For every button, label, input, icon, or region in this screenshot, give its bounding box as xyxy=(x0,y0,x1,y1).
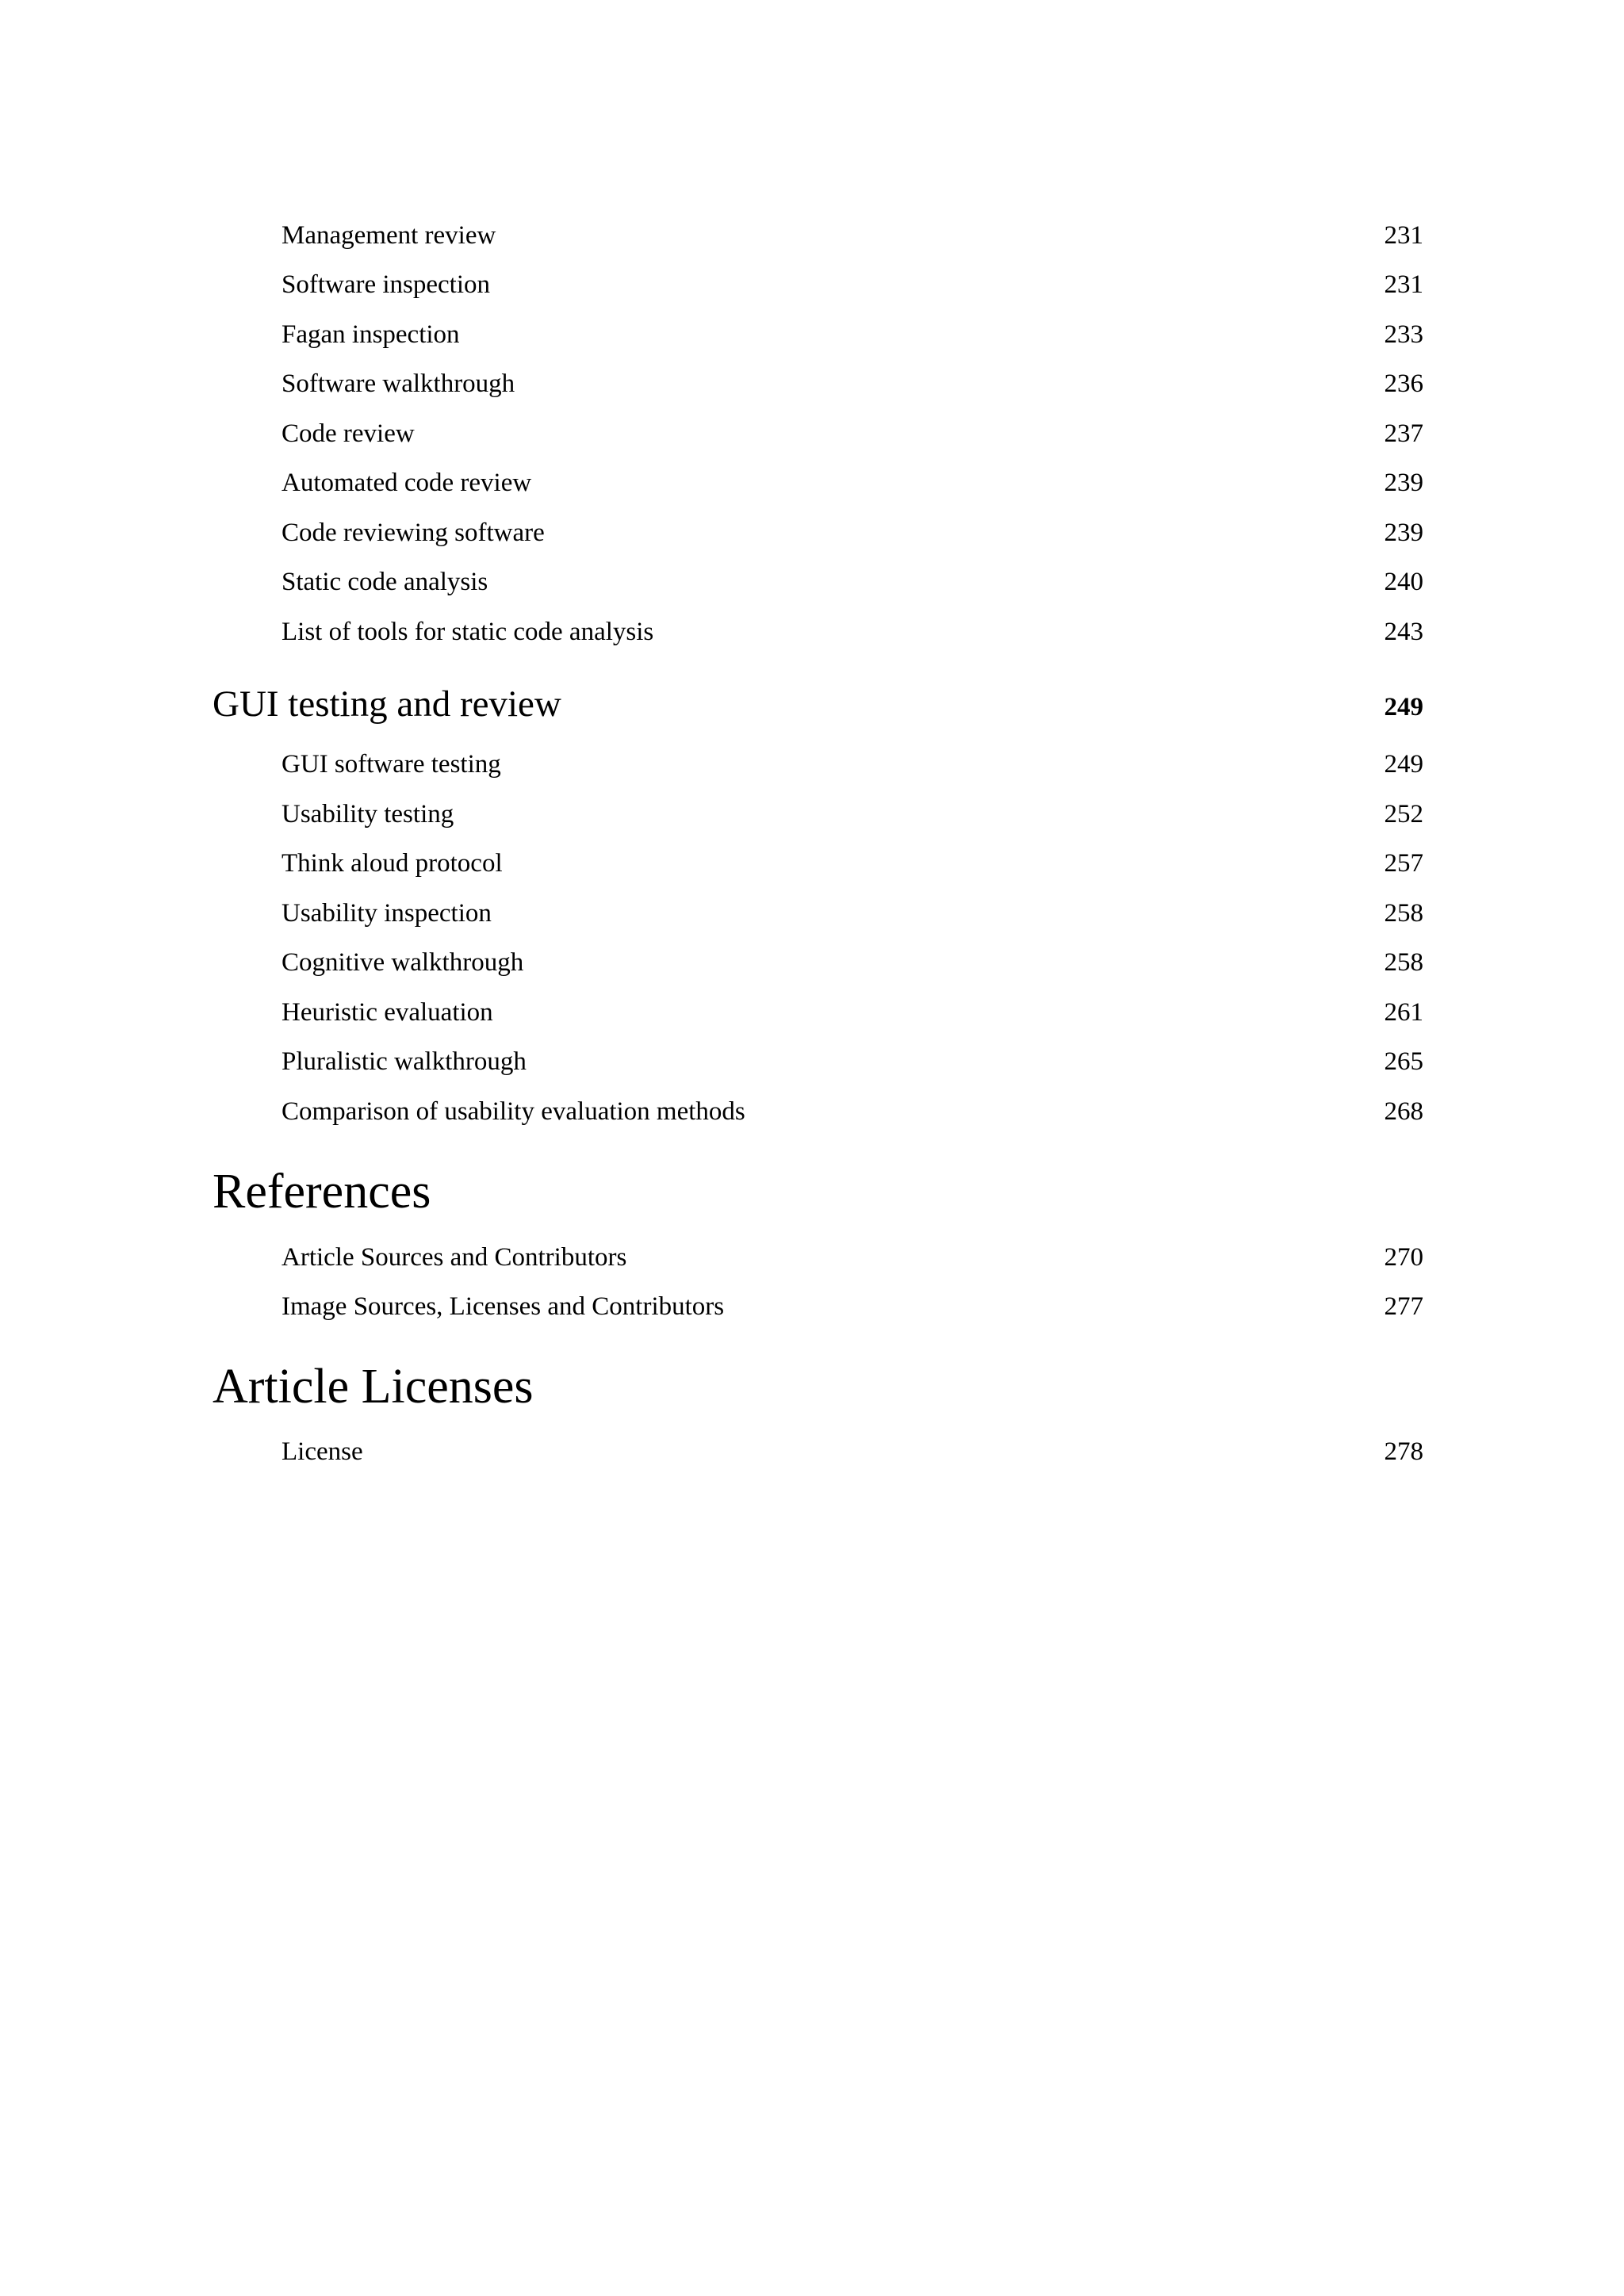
toc-entry-title: List of tools for static code analysis xyxy=(282,618,654,646)
toc-section-title: Article Licenses xyxy=(213,1360,534,1414)
toc-entry-page: 261 xyxy=(1384,998,1423,1027)
toc-entry-title: Software walkthrough xyxy=(282,369,515,398)
toc-entry-title: License xyxy=(282,1437,363,1466)
toc-entry-page: 268 xyxy=(1384,1097,1423,1126)
toc-entry-page: 258 xyxy=(1384,899,1423,928)
toc-entry-page: 236 xyxy=(1384,369,1423,398)
toc-entry-page: 277 xyxy=(1384,1292,1423,1321)
toc-entry-title: Cognitive walkthrough xyxy=(282,948,524,977)
toc-entry-title: Code review xyxy=(282,419,415,448)
toc-entry-title: Static code analysis xyxy=(282,568,488,596)
toc-entry-page: 252 xyxy=(1384,800,1423,828)
toc-entry-static-code-analysis[interactable] xyxy=(282,566,1423,598)
toc-entry-title: Article Sources and Contributors xyxy=(282,1243,627,1272)
toc-entry-list-of-tools[interactable] xyxy=(282,616,1423,648)
toc-entry-page: 249 xyxy=(1384,750,1423,779)
toc-entry-title: Usability inspection xyxy=(282,899,492,928)
toc-entry-article-sources[interactable] xyxy=(282,1242,1423,1273)
toc-entry-page: 231 xyxy=(1384,270,1423,299)
toc-entry-title: Management review xyxy=(282,221,496,250)
toc-entry-think-aloud-protocol[interactable] xyxy=(282,848,1423,879)
toc-entry-title: Software inspection xyxy=(282,270,491,299)
toc-entry-title: Think aloud protocol xyxy=(282,849,503,878)
toc-section-title: GUI testing and review xyxy=(213,683,561,725)
toc-entry-page: 239 xyxy=(1384,469,1423,497)
toc-entry-code-reviewing-software[interactable] xyxy=(282,517,1423,549)
toc-entry-usability-inspection[interactable] xyxy=(282,897,1423,929)
toc-entry-code-review[interactable] xyxy=(282,418,1423,450)
toc-entry-title: GUI software testing xyxy=(282,750,501,779)
toc-entry-page: 270 xyxy=(1384,1243,1423,1272)
toc-section-title: References xyxy=(213,1165,431,1219)
toc-section-article-licenses[interactable] xyxy=(213,1358,1423,1415)
toc-entry-title: Image Sources, Licenses and Contributors xyxy=(282,1292,725,1321)
toc-entry-page: 237 xyxy=(1384,419,1423,448)
toc-entry-page: 243 xyxy=(1384,618,1423,646)
toc-entry-page: 257 xyxy=(1384,849,1423,878)
toc-entry-page: 233 xyxy=(1384,320,1423,349)
toc-entry-title: Code reviewing software xyxy=(282,519,545,547)
toc-entry-page: 231 xyxy=(1384,221,1423,250)
toc-entry-page: 239 xyxy=(1384,519,1423,547)
toc-entry-software-walkthrough[interactable] xyxy=(282,368,1423,400)
toc-entry-gui-software-testing[interactable] xyxy=(282,748,1423,780)
toc-entry-title: Usability testing xyxy=(282,800,454,828)
toc-entry-title: Automated code review xyxy=(282,469,532,497)
toc-entry-page: 258 xyxy=(1384,948,1423,977)
toc-entry-cognitive-walkthrough[interactable] xyxy=(282,947,1423,978)
toc-entry-heuristic-evaluation[interactable] xyxy=(282,997,1423,1028)
toc-entry-page: 278 xyxy=(1384,1437,1423,1466)
toc-entry-title: Comparison of usability evaluation methods xyxy=(282,1097,745,1126)
toc-entry-comparison-of-methods[interactable] xyxy=(282,1096,1423,1127)
toc-section-page: 249 xyxy=(1384,693,1423,721)
toc-entry-page: 240 xyxy=(1384,568,1423,596)
toc-entry-software-inspection[interactable] xyxy=(282,269,1423,300)
toc-entry-title: Heuristic evaluation xyxy=(282,998,493,1027)
toc-section-references[interactable] xyxy=(213,1163,1423,1220)
toc-entry-title: Fagan inspection xyxy=(282,320,460,349)
toc-entry-page: 265 xyxy=(1384,1047,1423,1076)
toc-entry-usability-testing[interactable] xyxy=(282,798,1423,830)
toc-section-gui-testing[interactable] xyxy=(213,682,1423,726)
toc-entry-automated-code-review[interactable] xyxy=(282,467,1423,499)
toc-entry-image-sources[interactable] xyxy=(282,1291,1423,1322)
toc-entry-pluralistic-walkthrough[interactable] xyxy=(282,1046,1423,1077)
toc-entry-license[interactable] xyxy=(282,1436,1423,1468)
toc-entry-management-review[interactable] xyxy=(282,220,1423,251)
toc-entry-fagan-inspection[interactable] xyxy=(282,319,1423,350)
toc-entry-title: Pluralistic walkthrough xyxy=(282,1047,527,1076)
